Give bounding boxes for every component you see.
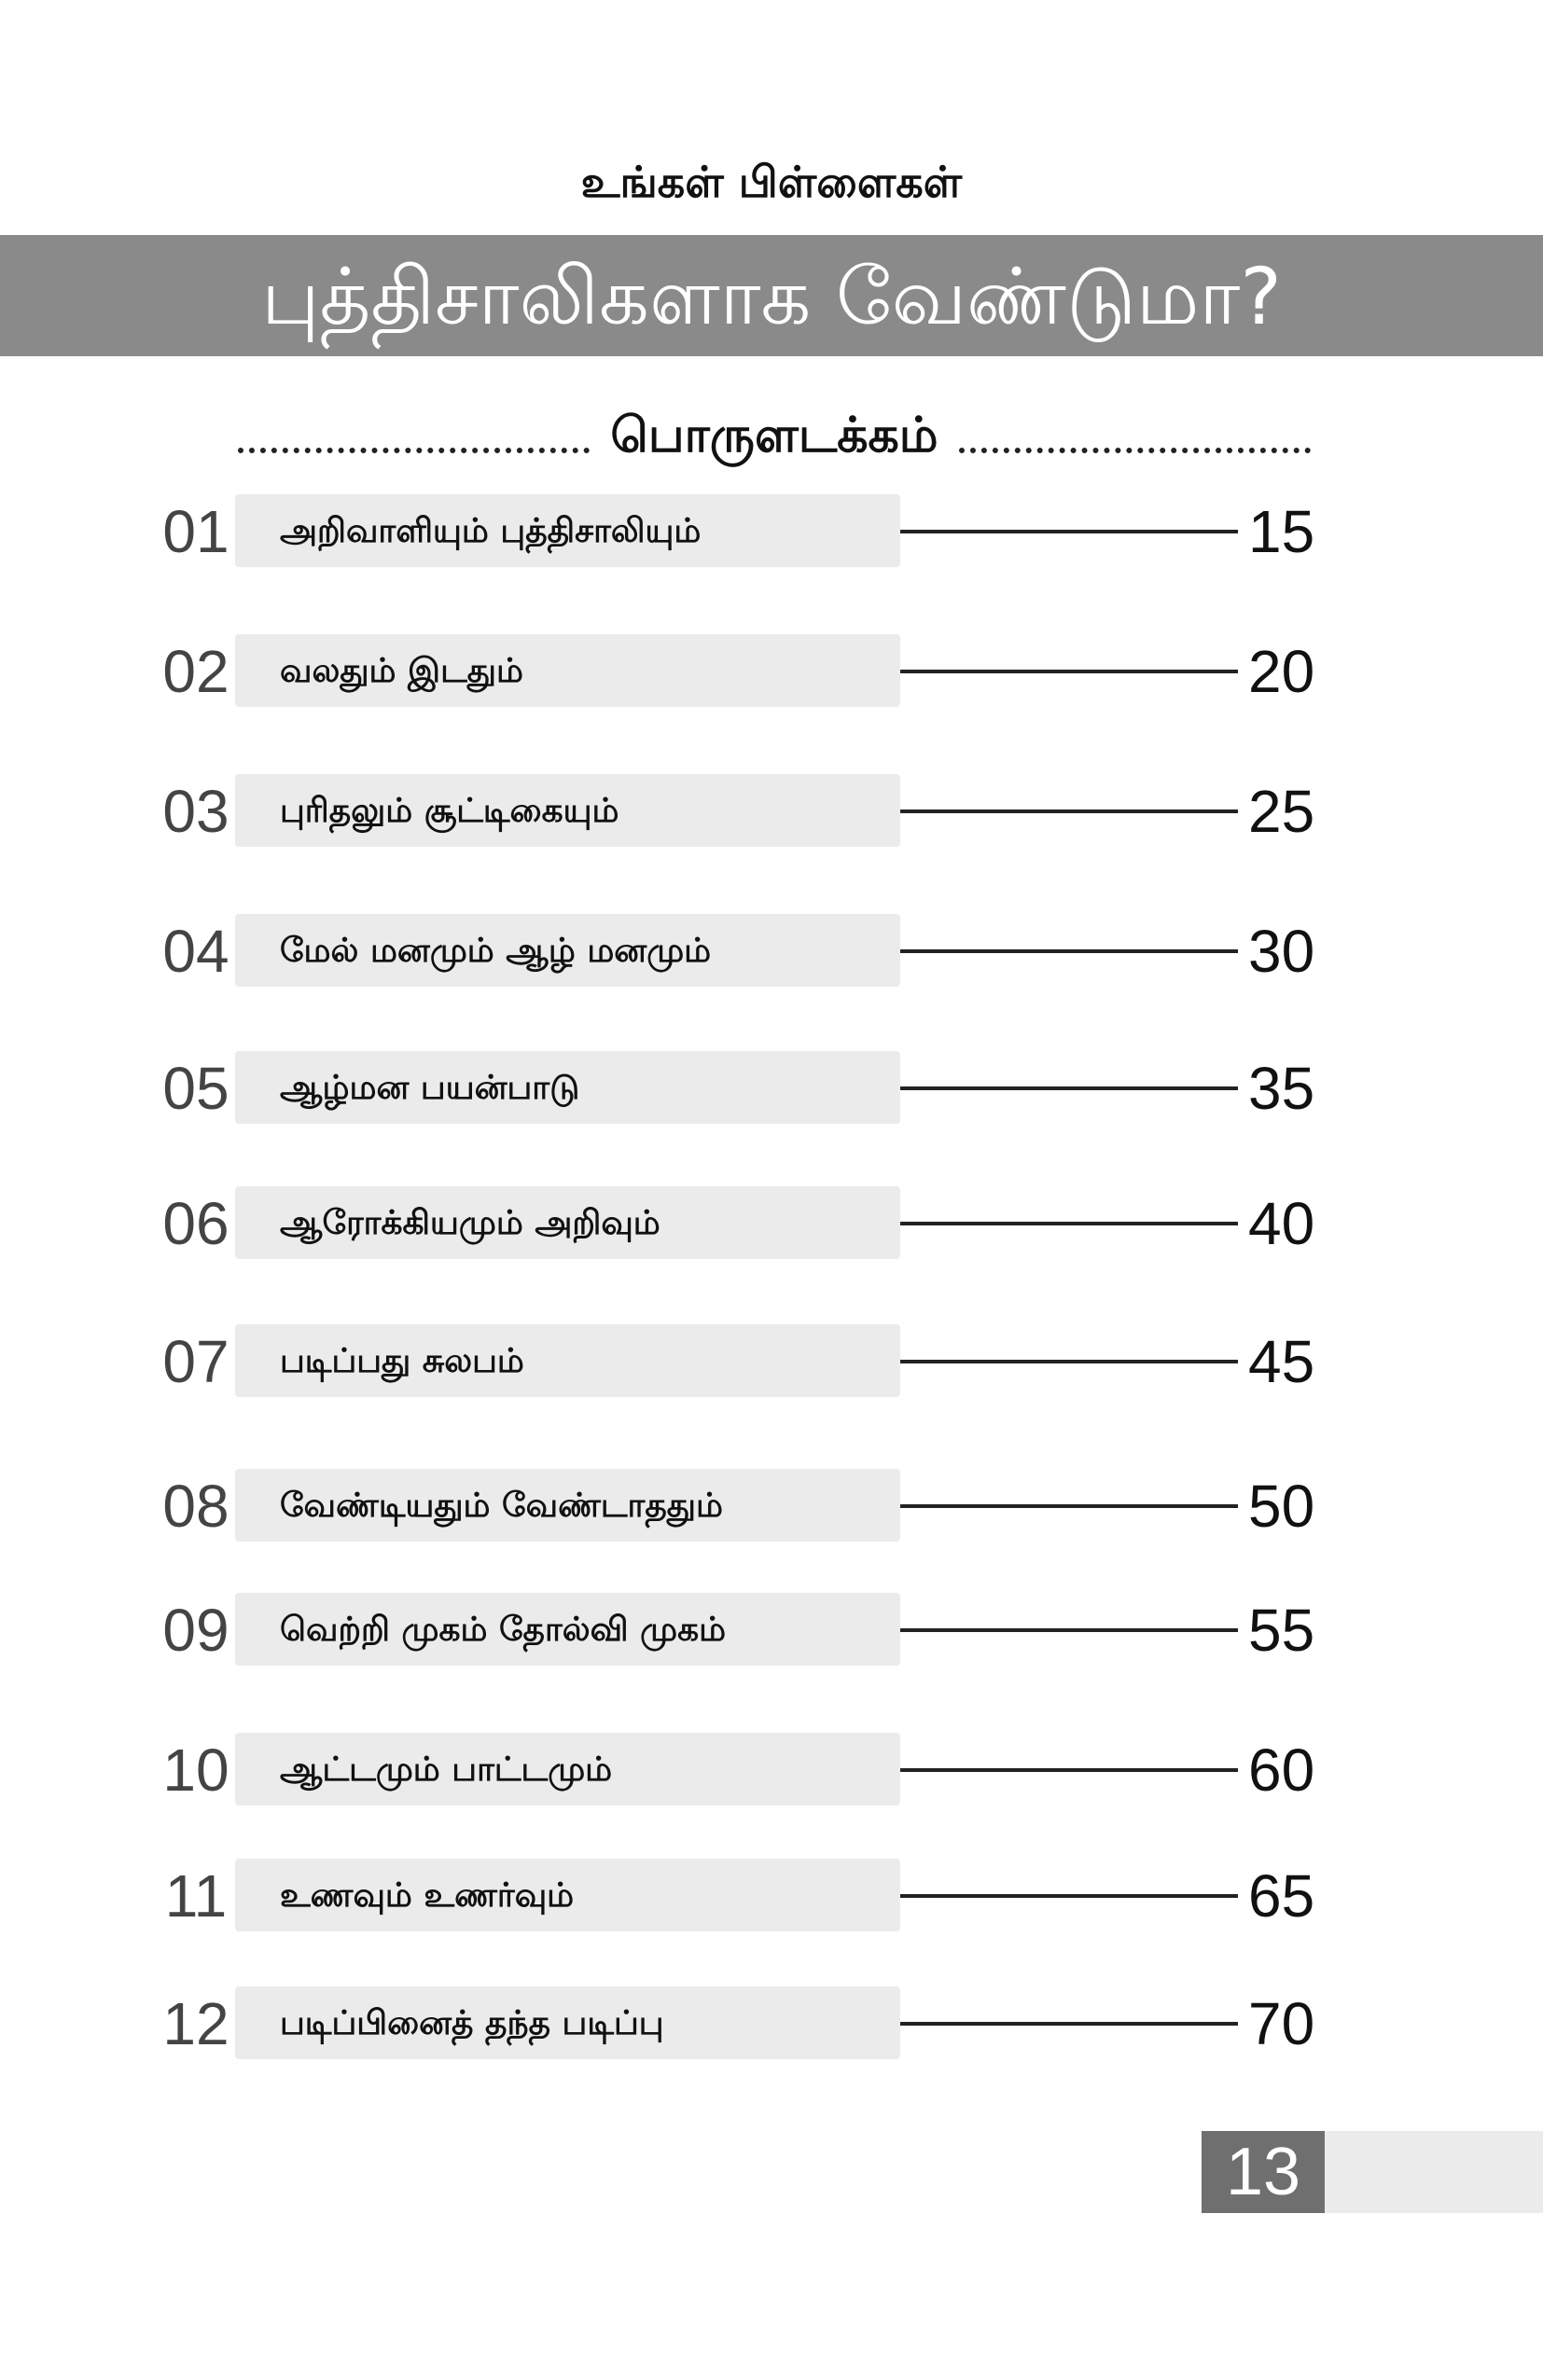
entry-page: 45 xyxy=(1248,1328,1315,1395)
entry-title: அறிவாளியும் புத்திசாலியும் xyxy=(280,512,702,550)
toc-entry[interactable] xyxy=(0,1986,1543,2061)
entry-number: 08 xyxy=(162,1473,229,1540)
entry-page: 30 xyxy=(1248,918,1315,985)
entry-number: 01 xyxy=(162,498,229,565)
entry-number: 09 xyxy=(162,1597,229,1664)
leader-line xyxy=(900,2022,1238,2026)
dotted-leader-left xyxy=(238,448,590,453)
entry-number: 05 xyxy=(162,1055,229,1122)
entry-title: உணவும் உணர்வும் xyxy=(280,1876,575,1915)
leader-line xyxy=(900,1628,1238,1632)
toc-entry[interactable] xyxy=(0,1469,1543,1543)
leader-line xyxy=(900,1768,1238,1772)
entry-page: 20 xyxy=(1248,638,1315,705)
toc-entry[interactable] xyxy=(0,914,1543,989)
toc-entry[interactable] xyxy=(0,1859,1543,1933)
entry-page: 25 xyxy=(1248,778,1315,845)
leader-line xyxy=(900,1222,1238,1225)
toc-entry[interactable] xyxy=(0,494,1543,569)
entry-page: 70 xyxy=(1248,1990,1315,2057)
page-number: 13 xyxy=(1202,2131,1325,2213)
entry-number: 06 xyxy=(162,1190,229,1257)
entry-page: 55 xyxy=(1248,1597,1315,1664)
leader-line xyxy=(900,1504,1238,1508)
toc-entry[interactable] xyxy=(0,1186,1543,1261)
entry-title: மேல் மனமும் ஆழ் மனமும் xyxy=(280,932,712,970)
entry-page: 65 xyxy=(1248,1862,1315,1930)
entry-page: 35 xyxy=(1248,1055,1315,1122)
book-title: புத்திசாலிகளாக வேண்டுமா? xyxy=(261,251,1282,342)
toc-heading xyxy=(238,406,1311,471)
entry-page: 60 xyxy=(1248,1737,1315,1804)
entry-title: வேண்டியதும் வேண்டாததும் xyxy=(280,1487,723,1525)
leader-line xyxy=(900,1086,1238,1090)
toc-entry[interactable] xyxy=(0,1051,1543,1126)
toc-heading-label: பொருளடக்கம் xyxy=(610,407,938,464)
entry-number: 11 xyxy=(164,1862,228,1930)
leader-line xyxy=(900,809,1238,813)
leader-line xyxy=(900,949,1238,953)
leader-line xyxy=(900,530,1238,533)
toc-entry[interactable] xyxy=(0,1733,1543,1807)
entry-number: 04 xyxy=(162,918,229,985)
entry-title: படிப்பது சுலபம் xyxy=(280,1342,524,1380)
entry-number: 12 xyxy=(162,1990,229,2057)
entry-page: 40 xyxy=(1248,1190,1315,1257)
entry-page: 50 xyxy=(1248,1473,1315,1540)
entry-title: புரிதலும் சூட்டிகையும் xyxy=(280,792,619,830)
entry-title: ஆட்டமும் பாட்டமும் xyxy=(280,1750,613,1789)
book-subtitle: உங்கள் பிள்ளைகள் xyxy=(580,157,963,207)
entry-number: 10 xyxy=(162,1737,229,1804)
leader-line xyxy=(900,670,1238,673)
entry-title: வலதும் இடதும் xyxy=(280,652,523,690)
toc-entry[interactable] xyxy=(0,1324,1543,1399)
toc-entry[interactable] xyxy=(0,634,1543,709)
entry-title: வெற்றி முகம் தோல்வி முகம் xyxy=(280,1611,727,1649)
leader-line xyxy=(900,1360,1238,1363)
entry-page: 15 xyxy=(1248,498,1315,565)
dotted-leader-right xyxy=(959,448,1311,453)
entry-title: படிப்பினைத் தந்த படிப்பு xyxy=(280,2004,664,2042)
entry-number: 02 xyxy=(162,638,229,705)
entry-title: ஆரோக்கியமும் அறிவும் xyxy=(280,1204,660,1242)
entry-number: 07 xyxy=(162,1328,229,1395)
toc-entry[interactable] xyxy=(0,774,1543,849)
toc-entry[interactable] xyxy=(0,1593,1543,1667)
entry-number: 03 xyxy=(162,778,229,845)
entry-title: ஆழ்மன பயன்பாடு xyxy=(280,1069,580,1107)
leader-line xyxy=(900,1894,1238,1898)
